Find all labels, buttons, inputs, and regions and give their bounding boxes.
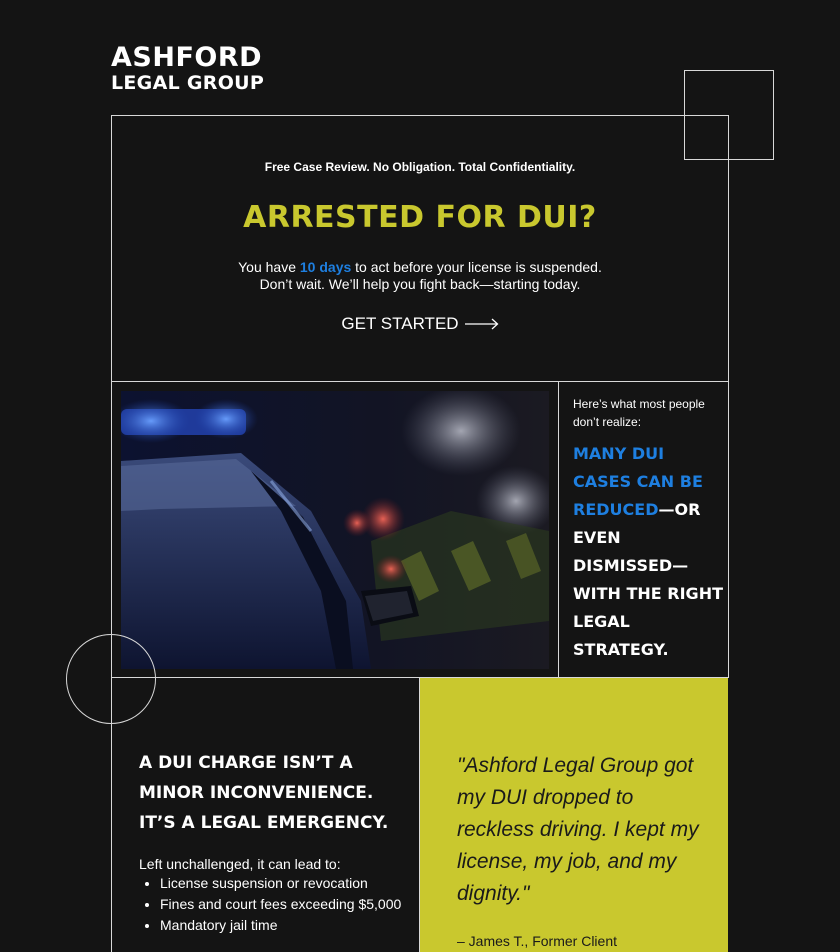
realize-intro: Here’s what most people don’t realize: — [573, 397, 705, 429]
photo-cell — [112, 381, 559, 677]
police-car-photo — [121, 391, 549, 669]
emergency-panel — [111, 678, 420, 952]
logo-line2: LEGAL GROUP — [111, 72, 265, 94]
hero-section — [111, 115, 729, 382]
info-row — [111, 381, 729, 678]
emergency-heading: A DUI CHARGE ISN’T A MINOR INCONVENIENCE. IT’S A LEGAL EMERGENCY. — [139, 753, 389, 833]
arrow-right-icon — [465, 318, 499, 330]
testimonial-panel — [420, 678, 728, 952]
get-started-label: GET STARTED — [341, 314, 459, 333]
realize-rest: —OR EVEN DISMISSED—WITH THE RIGHT LEGAL STRATEGY. — [573, 500, 723, 659]
hero-headline: ARRESTED FOR DUI? — [243, 200, 597, 235]
list-item: • Mandatory jail time — [160, 915, 420, 936]
emergency-lead: Left unchallenged, it can lead to: — [139, 856, 341, 872]
realize-panel — [559, 381, 728, 677]
list-item: • Fines and court fees exceeding $5,000 — [160, 894, 420, 915]
consequence-list — [139, 873, 420, 936]
testimonial-author: – James T., Former Client — [457, 933, 618, 949]
realize-statement — [573, 440, 723, 664]
hero-sub-line2: Don’t wait. We’ll help you fight back—starting today. — [259, 276, 581, 292]
logo-line1: ASHFORD — [111, 42, 263, 73]
hero-sub-before: You have — [238, 259, 300, 275]
realize-highlight: MANY DUI CASES CAN BE REDUCED — [573, 444, 703, 519]
logo[interactable] — [111, 44, 264, 93]
hero-eyebrow: Free Case Review. No Obligation. Total Confidentiality. — [264, 160, 576, 174]
testimonial-quote: "Ashford Legal Group got my DUI dropped to reckless driving. I kept my license, my job, and my dignity." — [457, 754, 699, 905]
hero-subtext — [112, 259, 728, 293]
hero-sub-after: to act before your license is suspended. — [351, 259, 602, 275]
get-started-button[interactable] — [112, 314, 728, 334]
list-item: • License suspension or revocation — [160, 873, 420, 894]
hero-sub-highlight: 10 days — [299, 259, 352, 275]
